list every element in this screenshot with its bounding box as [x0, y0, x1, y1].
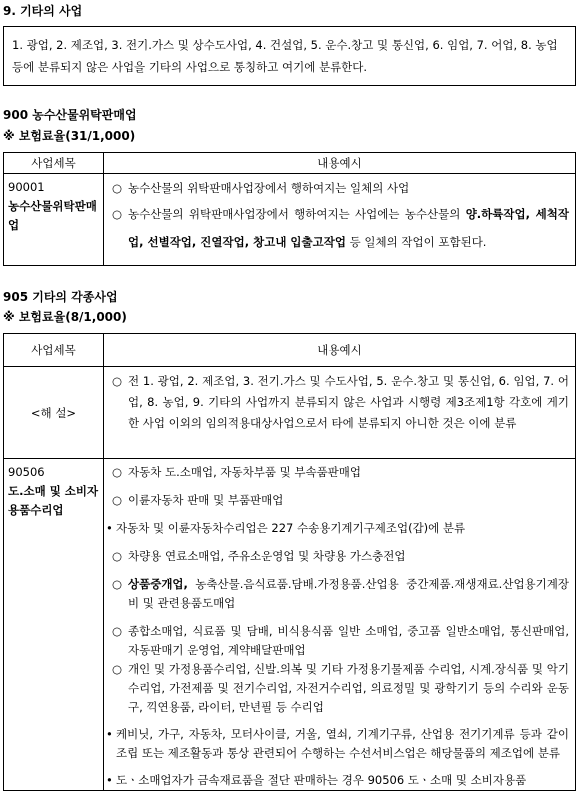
bullet-dot-icon: •: [106, 773, 113, 787]
bullet-circle-icon: ○: [112, 549, 123, 563]
list-item: ○ 농수산물의 위탁판매사업장에서 행하여지는 일체의 사업: [104, 179, 575, 198]
bullet-circle-icon: ○: [112, 662, 123, 676]
section-905-title: 905 기타의 각종사업: [3, 290, 118, 304]
section-9-description: 1. 광업, 2. 제조업, 3. 전기.가스 및 상수도사업, 4. 건설업, 5. 운수.창고 및 통신업, 6. 임업, 7. 어업, 8. 농업 등에 분류되지 않은 사업을 기타의 사업으로 통칭하고 여기에 분류한다.: [3, 26, 576, 86]
list-item: ○ 농수산물의 위탁판매사업장에서 행하여지는 사업에는 농수산물의 양.하륙작업, 세척작업, 선별작업, 진열작업, 창고내 입출고작업 등 일체의 작업이 포함된다.: [104, 200, 575, 256]
list-item: ○ 종합소매업, 식료품 및 담배, 비식용식품 일반 소매업, 중고품 일반소매업, 통신판매업, 자동판매기 운영업, 계약배달판매업: [104, 622, 575, 660]
bullet-dot-icon: •: [106, 727, 113, 741]
list-item: ○ 차량용 연료소매업, 주유소운영업 및 차량용 가스충전업: [104, 547, 575, 566]
section-900-table: [3, 152, 576, 266]
business-name: 농수산물위탁판매업: [8, 199, 97, 232]
section-900-rate: ※ 보험료율(31/1,000): [3, 129, 136, 143]
bullet-circle-icon: ○: [112, 577, 123, 591]
bullet-circle-icon: ○: [112, 181, 123, 195]
business-code: 90506: [8, 465, 45, 479]
bullet-circle-icon: ○: [112, 374, 123, 388]
list-item: • 도ㆍ소매업자가 금속재료품을 절단 판매하는 경우 90506 도ㆍ소매 및 소비자용품: [104, 771, 575, 790]
header-business-item: 사업세목: [4, 153, 104, 174]
header-content-example: 내용예시: [104, 334, 576, 367]
bullet-circle-icon: ○: [112, 493, 123, 507]
bullet-circle-icon: ○: [112, 624, 123, 638]
bullet-circle-icon: ○: [112, 465, 123, 479]
note-label: <해 설>: [4, 367, 104, 459]
section-900-title: 900 농수산물위탁판매업: [3, 108, 137, 122]
list-item: ○ 상품중개업, 농축산물.음식료품.담배.가정용품.산업용 중간제품.재생재료.산업용기계장비 및 관련용품도매업: [104, 575, 575, 613]
list-item: ○ 자동차 도.소매업, 자동차부품 및 부속품판매업: [104, 463, 575, 482]
business-name: 도.소매 및 소비자용품수리업: [8, 484, 99, 517]
section-905-table: [3, 333, 576, 791]
section-905-rate: ※ 보험료율(8/1,000): [3, 310, 127, 324]
list-item: • 케비닛, 가구, 자동차, 모터사이클, 거울, 열쇠, 기계기구류, 산업용 전기기계류 등과 같이 조립 또는 제조활동과 통상 관련되어 수행하는 수선서비스업은 해당물품의 제조업에 분류: [104, 725, 575, 763]
list-item: ○ 이륜자동차 판매 및 부품판매업: [104, 491, 575, 510]
list-item: • 자동차 및 이륜자동차수리업은 227 수송용기계기구제조업(갑)에 분류: [104, 519, 575, 538]
bullet-dot-icon: •: [106, 521, 113, 535]
note-item: ○ 전 1. 광업, 2. 제조업, 3. 전기.가스 및 수도사업, 5. 운수.창고 및 통신업, 6. 임업, 7. 어업, 8. 농업, 9. 기타의 사업까지 분류되지 않은 사업과 시행령 제3조제1항 각호에 게기한 사업 이외의 임의적용대상사업으로서 타에 분류되지 아니한 것은 이에 분류: [104, 371, 575, 434]
bullet-circle-icon: ○: [112, 207, 123, 221]
header-business-item: 사업세목: [4, 334, 104, 367]
header-content-example: 내용예시: [104, 153, 576, 174]
section-9-title: 9. 기타의 사업: [3, 4, 83, 18]
business-code: 90001: [8, 180, 45, 194]
list-item: ○ 개인 및 가정용품수리업, 신발.의복 및 기타 가정용기물제품 수리업, 시계.장식품 및 악기수리업, 가전제품 및 전기수리업, 자전거수리업, 의료정밀 및 광학기기 등의 수리와 운동구, 끽연용품, 라이터, 만년필 등 수리업: [104, 660, 575, 717]
